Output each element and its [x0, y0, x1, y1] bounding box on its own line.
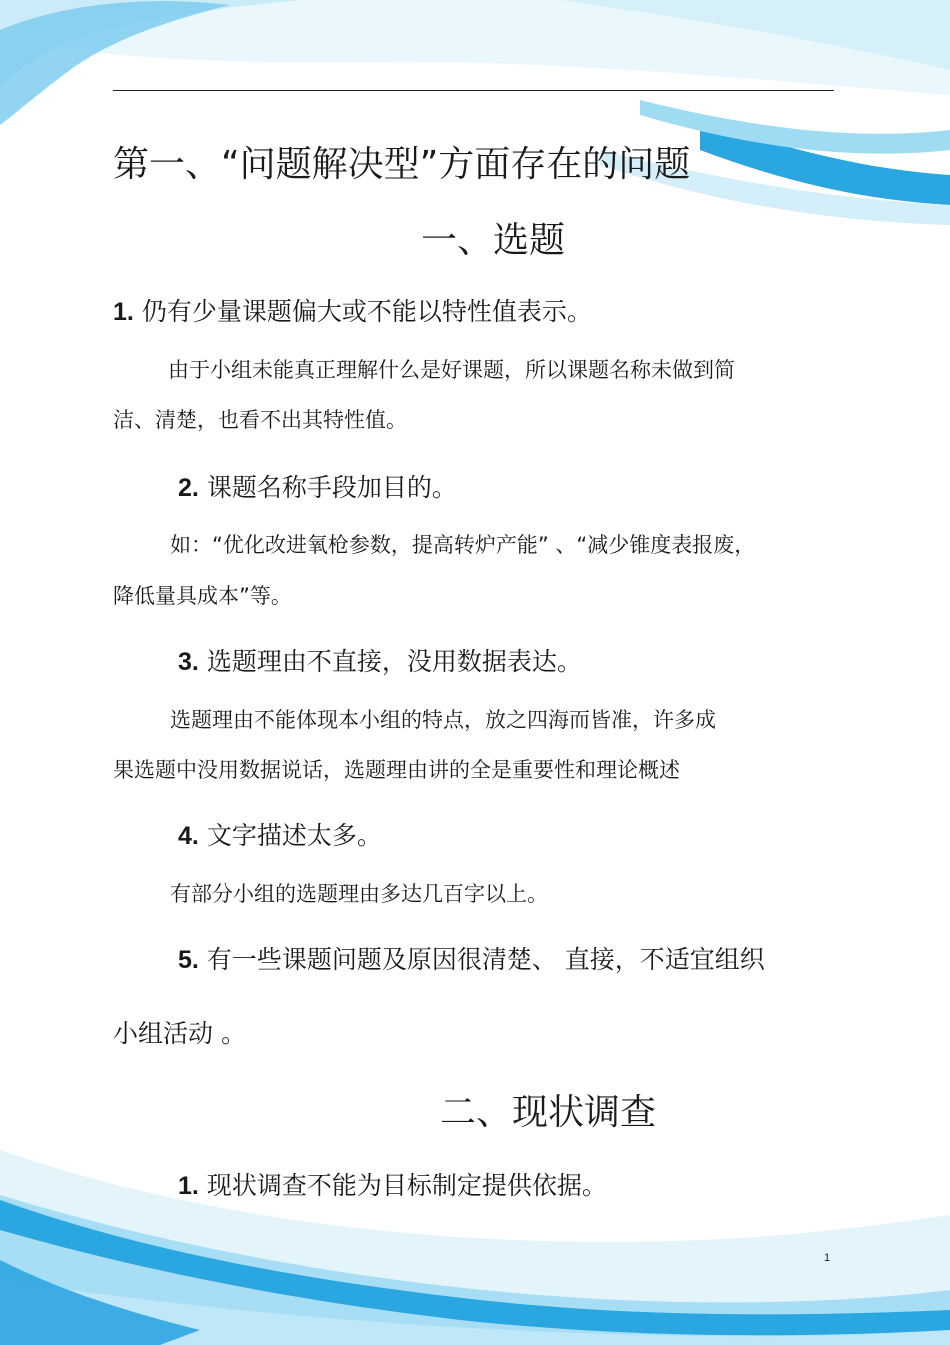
list-item [178, 940, 765, 976]
paragraph-line: 选题理由不能体现本小组的特点，放之四海而皆准，许多成 [170, 708, 716, 732]
item-number: 3. [178, 648, 199, 676]
item-number: 5. [178, 946, 199, 974]
page-number: 1 [824, 1252, 831, 1264]
item-number: 4. [178, 822, 199, 850]
header-rule [113, 90, 834, 91]
item-title: 文字描述太多。 [206, 821, 382, 850]
section-heading-selection: 一、选题 [421, 220, 566, 261]
paragraph-line: 降低量具成本”等。 [113, 584, 292, 608]
paragraph-line: 由于小组未能真正理解什么是好课题，所以课题名称未做到简 [168, 358, 735, 382]
paragraph-line: 洁、清楚，也看不出其特性值。 [113, 408, 407, 432]
paragraph-line: 有部分小组的选题理由多达几百字以上。 [170, 882, 548, 906]
item-title: 现状调查不能为目标制定提供依据。 [206, 1171, 607, 1200]
paragraph-line: 如：“优化改进氧枪参数，提高转炉产能” 、“减少锥度表报废， [170, 533, 756, 557]
item-title: 选题理由不直接，没用数据表达。 [206, 647, 582, 676]
item-number: 1. [178, 1172, 199, 1200]
item-title: 课题名称手段加目的。 [206, 473, 457, 502]
chapter-title: 第一、“问题解决型”方面存在的问题 [113, 144, 691, 185]
paragraph-line: 果选题中没用数据说话，选题理由讲的全是重要性和理论概述 [113, 758, 680, 782]
list-item [178, 468, 457, 504]
item-number: 2. [178, 474, 199, 502]
list-item [178, 1166, 607, 1202]
item-number: 1. [113, 298, 134, 326]
section-heading-survey: 二、现状调查 [440, 1092, 657, 1133]
item-title: 仍有少量课题偏大或不能以特性值表示。 [141, 297, 592, 326]
list-item [178, 642, 582, 678]
list-item [113, 292, 592, 328]
paragraph-line: 小组活动 。 [113, 1019, 246, 1048]
item-title: 有一些课题问题及原因很清楚、 直接，不适宜组织 [206, 945, 765, 974]
list-item [178, 816, 382, 852]
